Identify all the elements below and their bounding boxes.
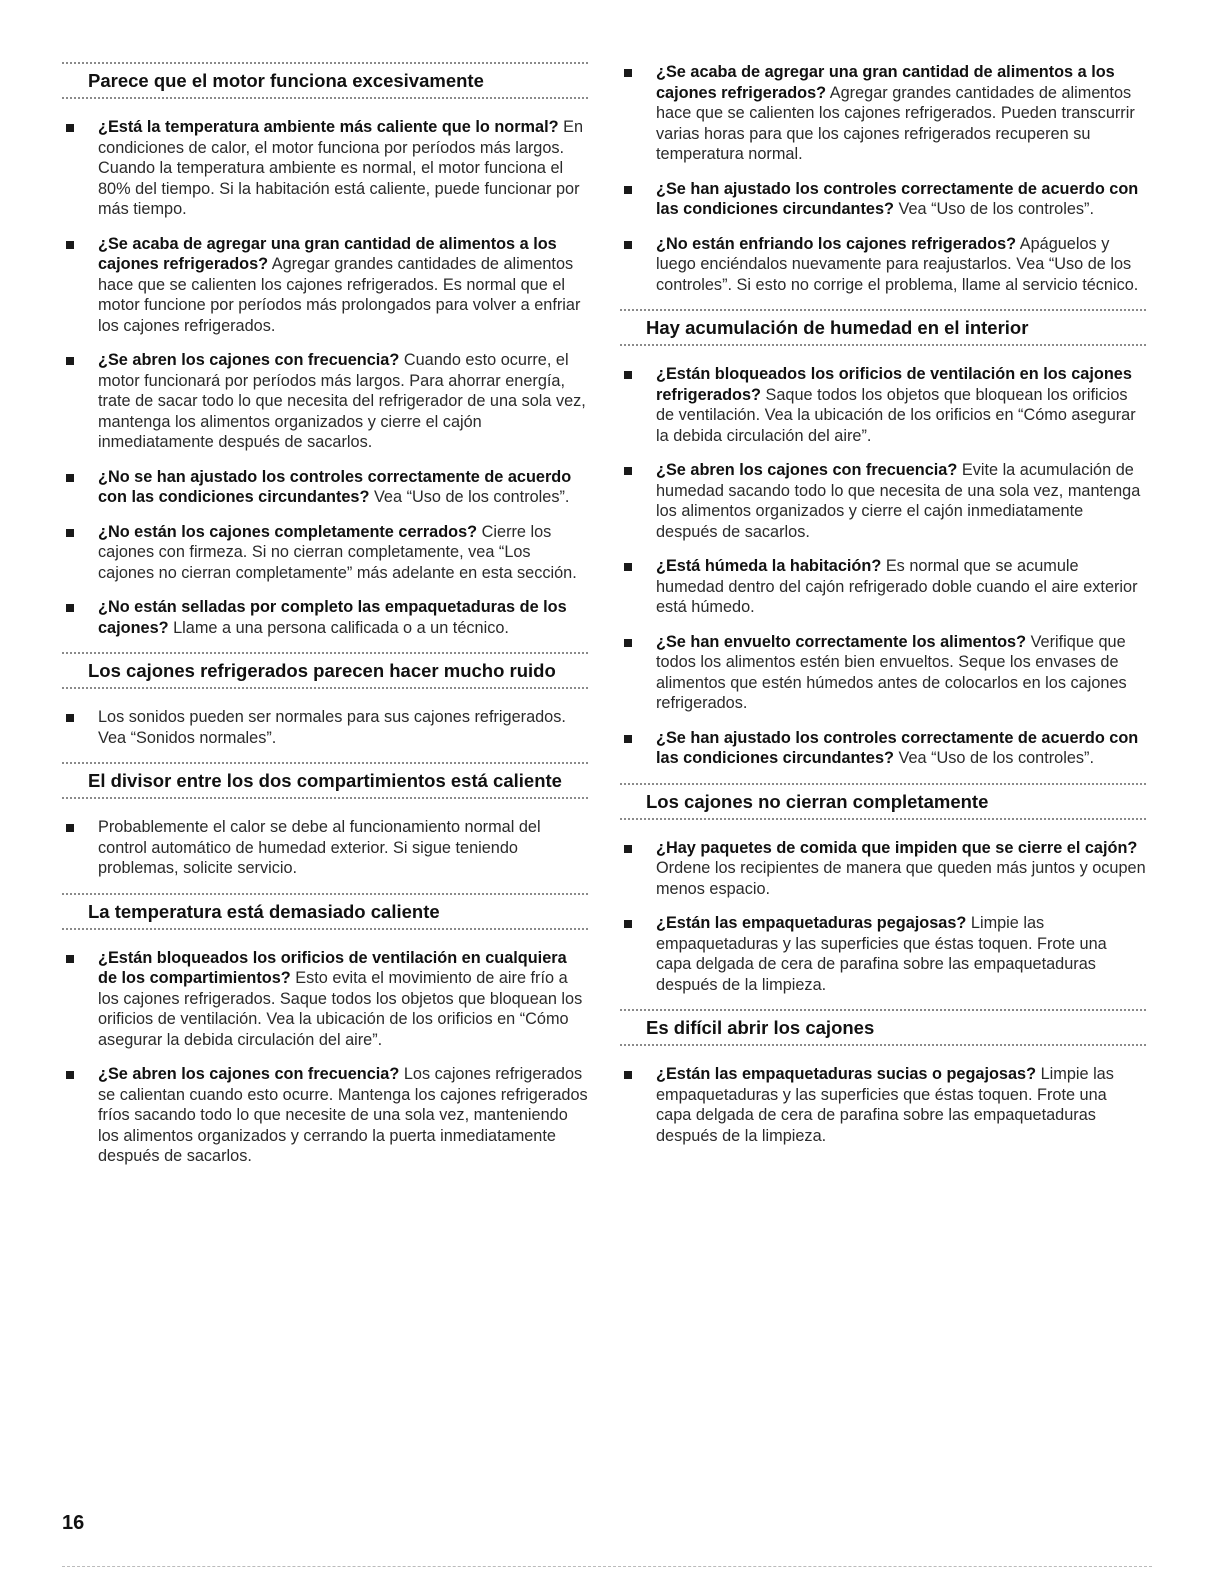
troubleshooting-section xyxy=(62,652,588,748)
item-question: ¿Se han ajustado los controles correctamente de acuerdo con las condiciones circundantes? xyxy=(656,728,1139,767)
right-column xyxy=(620,62,1146,1160)
list-item xyxy=(620,913,1146,995)
list-item xyxy=(62,597,588,638)
bullet-list xyxy=(620,364,1146,769)
list-item xyxy=(620,556,1146,618)
list-item xyxy=(62,117,588,220)
bullet-list xyxy=(620,62,1146,295)
section-header xyxy=(62,62,588,99)
item-question: ¿Se abren los cajones con frecuencia? xyxy=(98,351,400,369)
section-header xyxy=(62,893,588,930)
item-question: ¿Está húmeda la habitación? xyxy=(656,557,882,575)
item-question: ¿Están bloqueados los orificios de ventilación en cualquiera de los compartimientos? xyxy=(98,948,567,987)
item-answer: Cierre los cajones con firmeza. Si no cierran completamente, vea “Los cajones no cierran completamente” más adelante en esta sección. xyxy=(98,522,577,582)
item-question: ¿Están las empaquetaduras pegajosas? xyxy=(656,914,967,932)
list-item xyxy=(620,728,1146,769)
item-question: ¿Se abren los cajones con frecuencia? xyxy=(98,1065,400,1083)
item-question: ¿No están enfriando los cajones refrigerados? xyxy=(656,234,1017,253)
item-question: ¿Están bloqueados los orificios de ventilación en los cajones refrigerados? xyxy=(656,365,1132,404)
list-item xyxy=(62,817,588,879)
dotted-rule xyxy=(62,97,588,99)
troubleshooting-section xyxy=(620,783,1146,996)
section-header xyxy=(620,1009,1146,1046)
item-answer: Agregar grandes cantidades de alimentos hace que se calienten los cajones refrigerados. Es normal que el motor funcione por períodos más prolongados para volver a enfriar los cajones refrigerados. xyxy=(98,255,581,335)
section-title: Hay acumulación de humedad en el interior xyxy=(646,317,1029,338)
dotted-rule xyxy=(620,344,1146,346)
left-column xyxy=(62,62,588,1181)
section-header xyxy=(620,309,1146,346)
troubleshooting-section xyxy=(62,762,588,879)
item-answer: En condiciones de calor, el motor funciona por períodos más largos. Cuando la temperatura ambiente es normal, el motor funciona el 80% del tiempo. Si la habitación está caliente, puede funcionar por más tiempo. xyxy=(98,118,583,218)
troubleshooting-section xyxy=(620,309,1146,769)
item-question: ¿Se han ajustado los controles correctamente de acuerdo con las condiciones circundantes? xyxy=(656,179,1139,218)
section-header xyxy=(62,762,588,799)
item-question: ¿No están selladas por completo las empaquetaduras de los cajones? xyxy=(98,598,567,637)
dotted-rule xyxy=(620,818,1146,820)
list-item xyxy=(620,460,1146,542)
list-item xyxy=(62,707,588,748)
list-item xyxy=(62,948,588,1051)
item-answer: Cuando esto ocurre, el motor funcionará por períodos más largos. Para ahorrar energía, trate de sacar todo lo que necesita del refrigerador de una sola vez, mantenga los alimentos organizados y cierre el cajón inmediatamente después de sacarlos. xyxy=(98,351,586,451)
section-title: La temperatura está demasiado caliente xyxy=(88,900,440,922)
footer-rule xyxy=(62,1566,1152,1567)
item-question: ¿No se han ajustado los controles correctamente de acuerdo con las condiciones circundantes? xyxy=(98,467,572,506)
item-answer: Verifique que todos los alimentos estén bien envueltos. Seque los envases de alimentos que estén húmedos antes de colocarlos en los cajones refrigerados. xyxy=(656,632,1127,712)
bullet-list xyxy=(620,1064,1146,1146)
page-number: 16 xyxy=(62,1512,85,1534)
dotted-rule xyxy=(62,797,588,799)
list-item xyxy=(620,364,1146,446)
bullet-list xyxy=(62,948,588,1167)
list-item xyxy=(62,350,588,453)
section-header xyxy=(620,783,1146,820)
list-item xyxy=(620,838,1146,900)
item-question: ¿Hay paquetes de comida que impiden que se cierre el cajón? xyxy=(656,838,1138,857)
troubleshooting-section xyxy=(62,893,588,1167)
list-item xyxy=(620,62,1146,165)
bullet-list xyxy=(620,838,1146,996)
list-item xyxy=(620,632,1146,714)
section-title: Es difícil abrir los cajones xyxy=(646,1017,875,1038)
item-answer: Probablemente el calor se debe al funcionamiento normal del control automático de humedad exterior. Si sigue teniendo problemas, solicite servicio. xyxy=(98,818,541,877)
item-answer: Agregar grandes cantidades de alimentos hace que se calienten los cajones refrigerados. Pueden transcurrir varias horas para que los cajones refrigerados recuperen su temperatura normal. xyxy=(656,83,1135,163)
item-answer: Llame a una persona calificada o a un técnico. xyxy=(173,618,509,637)
item-answer: Vea “Uso de los controles”. xyxy=(898,200,1094,218)
list-item xyxy=(620,1064,1146,1146)
list-item xyxy=(62,522,588,584)
item-question: ¿Se acaba de agregar una gran cantidad de alimentos a los cajones refrigerados? xyxy=(98,234,557,273)
bullet-list xyxy=(62,817,588,879)
item-question: ¿Están las empaquetaduras sucias o pegajosas? xyxy=(656,1065,1037,1083)
item-answer: Los cajones refrigerados se calientan cuando esto ocurre. Mantenga los cajones refrigerados fríos sacando todo lo que necesite de una sola vez, manteniendo los alimentos organizados y cerrando la puerta inmediatamente después de sacarlos. xyxy=(98,1065,588,1165)
item-answer: Evite la acumulación de humedad sacando todo lo que necesita de una sola vez, mantenga los alimentos organizados y cierre el cajón inmediatamente después de sacarlos. xyxy=(656,461,1141,541)
item-question: ¿Se abren los cajones con frecuencia? xyxy=(656,461,958,479)
troubleshooting-section xyxy=(62,62,588,638)
section-title: Los cajones no cierran completamente xyxy=(646,790,989,812)
item-answer: Limpie las empaquetaduras y las superficies que éstas toquen. Frote una capa delgada de cera de parafina sobre las empaquetaduras después de la limpieza. xyxy=(656,1065,1114,1145)
list-item xyxy=(62,467,588,508)
item-question: ¿Se han envuelto correctamente los alimentos? xyxy=(656,632,1027,651)
bullet-list xyxy=(62,707,588,748)
item-question: ¿Está la temperatura ambiente más caliente que lo normal? xyxy=(98,118,559,136)
list-item xyxy=(62,1064,588,1167)
item-question: ¿Se acaba de agregar una gran cantidad de alimentos a los cajones refrigerados? xyxy=(656,63,1115,102)
list-item xyxy=(620,179,1146,220)
section-title: Parece que el motor funciona excesivamente xyxy=(88,70,484,91)
item-answer: Saque todos los objetos que bloquean los orificios de ventilación. Vea la ubicación de los orificios en “Cómo asegurar la debida circulación del aire”. xyxy=(656,385,1136,445)
section-title: El divisor entre los dos compartimientos está caliente xyxy=(88,770,562,791)
list-item xyxy=(62,234,588,337)
bullet-list xyxy=(62,117,588,638)
dotted-rule xyxy=(620,1044,1146,1046)
item-answer: Es normal que se acumule humedad dentro del cajón refrigerado doble cuando el aire exterior está húmedo. xyxy=(656,557,1138,616)
item-answer: Vea “Uso de los controles”. xyxy=(898,749,1094,767)
list-item xyxy=(620,234,1146,296)
item-answer: Apáguelos y luego enciéndalos nuevamente para reajustarlos. Vea “Uso de los controles”. Si esto no corrige el problema, llame al servicio técnico. xyxy=(656,234,1139,294)
item-answer: Esto evita el movimiento de aire frío a los cajones refrigerados. Saque todos los objetos que bloquean los orificios de ventilación. Vea la ubicación de los orificios en “Cómo asegurar la debida circulación del aire”. xyxy=(98,969,583,1049)
item-question: ¿No están los cajones completamente cerrados? xyxy=(98,522,478,541)
dotted-rule xyxy=(62,687,588,689)
item-answer: Limpie las empaquetaduras y las superficies que éstas toquen. Frote una capa delgada de cera de parafina sobre las empaquetaduras después de la limpieza. xyxy=(656,914,1107,994)
troubleshooting-section xyxy=(620,1009,1146,1146)
troubleshooting-section xyxy=(620,62,1146,295)
item-answer: Ordene los recipientes de manera que queden más juntos y ocupen menos espacio. xyxy=(656,859,1146,898)
item-answer: Los sonidos pueden ser normales para sus cajones refrigerados. Vea “Sonidos normales”. xyxy=(98,708,566,747)
section-title: Los cajones refrigerados parecen hacer mucho ruido xyxy=(88,660,556,681)
item-answer: Vea “Uso de los controles”. xyxy=(373,488,570,506)
section-header xyxy=(62,652,588,689)
dotted-rule xyxy=(62,928,588,930)
